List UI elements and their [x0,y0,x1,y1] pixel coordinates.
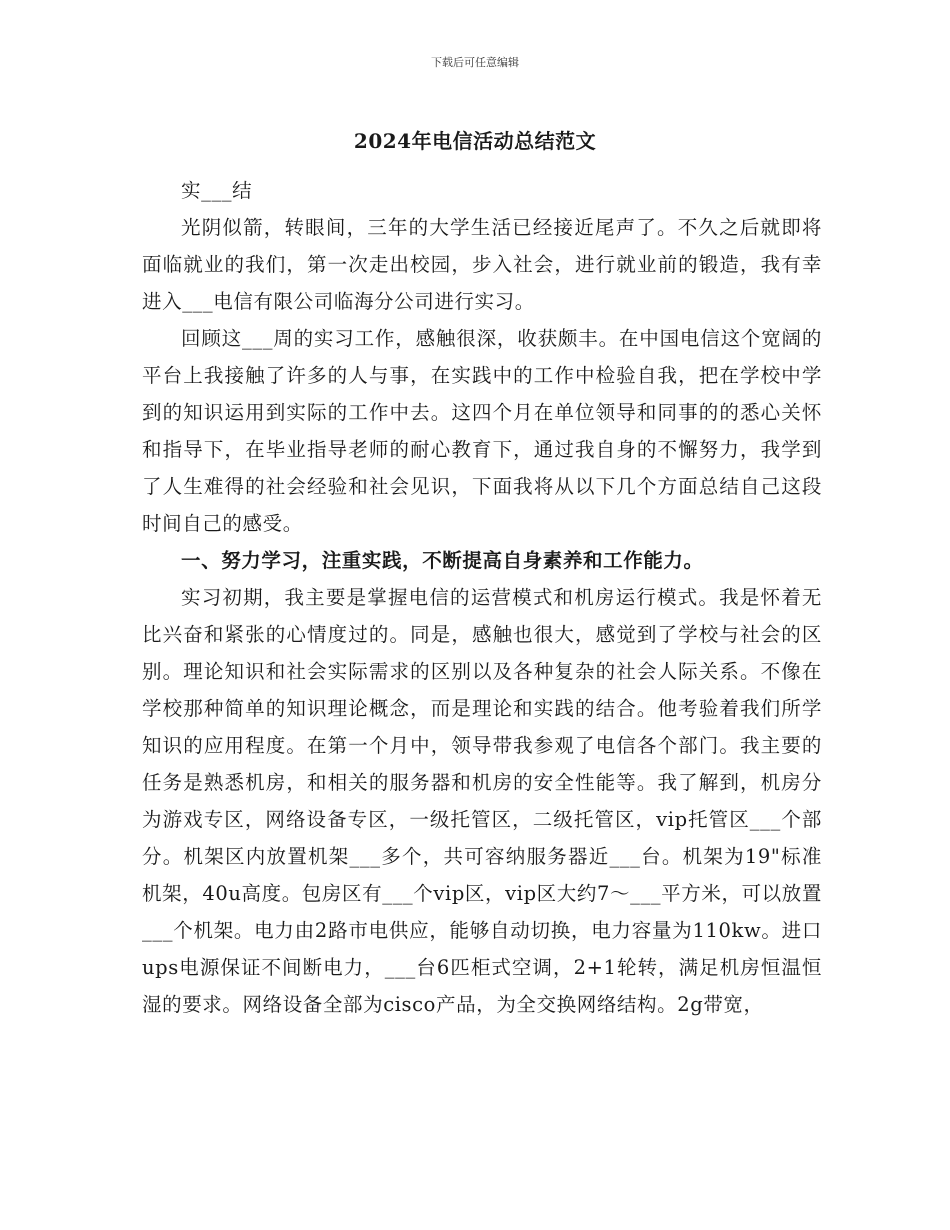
paragraph-internship-details: 实习初期，我主要是掌握电信的运营模式和机房运行模式。我是怀着无比兴奋和紧张的心情度过的。同是，感触也很大，感觉到了学校与社会的区别。理论知识和社会实际需求的区别以及各种复杂的社会人际关系。不像在学校那种简单的知识理论概念，而是理论和实践的结合。他考验着我们所学知识的应用程度。在第一个月中，领导带我参观了电信各个部门。我主要的任务是熟悉机房，和相关的服务器和机房的安全性能等。我了解到，机房分为游戏专区，网络设备专区，一级托管区，二级托管区，vip托管区___个部分。机架区内放置机架___多个，共可容纳服务器近___台。机架为19"标准机架，40u高度。包房区有___个vip区，vip区大约7～___平方米，可以放置___个机架。电力由2路市电供应，能够自动切换，电力容量为110kw。进口ups电源保证不间断电力，___台6匹柜式空调，2+1轮转，满足机房恒温恒湿的要求。网络设备全部为cisco产品，为全交换网络结构。2g带宽， [142,586,822,1016]
header-note: 下载后可任意编辑 [431,56,519,69]
document-title: 2024年电信活动总结范文 [353,129,597,153]
paragraph-review: 回顾这___周的实习工作，感触很深，收获颇丰。在中国电信这个宽阔的平台上我接触了许多的人与事，在实践中的工作中检验自我，把在学校中学到的知识运用到实际的工作中去。这四个月在单位领导和同事的的悉心关怀和指导下，在毕业指导老师的耐心教育下，通过我自身的不懈努力，我学到了人生难得的社会经验和社会见识，下面我将从以下几个方面总结自己这段时间自己的感受。 [142,327,822,535]
section-heading: 一、努力学习，注重实践，不断提高自身素养和工作能力。 [181,549,704,572]
paragraph-summary-label: 实___结 [181,179,253,202]
paragraph-intro: 光阴似箭，转眼间，三年的大学生活已经接近尾声了。不久之后就即将面临就业的我们，第一次走出校园，步入社会，进行就业前的锻造，我有幸进入___电信有限公司临海分公司进行实习。 [142,216,822,313]
document-body [142,172,822,1023]
